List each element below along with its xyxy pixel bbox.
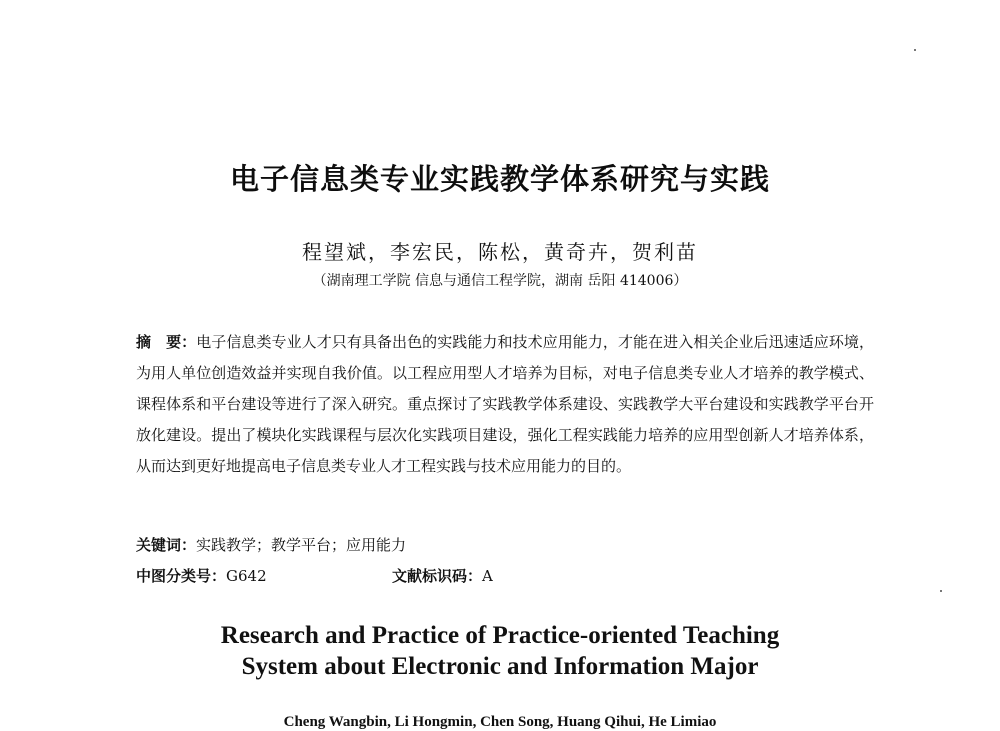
abstract-label: 摘 要： xyxy=(136,333,197,351)
classification-value: G642 xyxy=(226,567,267,585)
keywords-label: 关键词： xyxy=(136,536,197,554)
classification-label: 中图分类号： xyxy=(136,567,227,585)
paper-title-en-line1: Research and Practice of Practice-oriented Teaching xyxy=(220,622,780,649)
abstract-cn xyxy=(136,327,874,482)
document-code xyxy=(392,565,493,586)
classification-number xyxy=(136,565,267,586)
keywords-cn xyxy=(136,534,406,555)
authors-en: Cheng Wangbin, Li Hongmin, Chen Song, Huang Qihui, He Limiao xyxy=(283,714,717,730)
affiliation-cn: （湖南理工学院 信息与通信工程学院，湖南 岳阳 414006） xyxy=(312,273,688,289)
scan-speck xyxy=(940,590,942,592)
abstract-text: 电子信息类专业人才只有具备出色的实践能力和技术应用能力，才能在进入相关企业后迅速适应环境，为用人单位创造效益并实现自我价值。以工程应用型人才培养为目标，对电子信息类专业人才培养的教学模式、课程体系和平台建设等进行了深入研究。重点探讨了实践教学体系建设、实践教学大平台建设和实践教学平台开放化建设。提出了模块化实践课程与层次化实践项目建设，强化工程实践能力培养的应用型创新人才培养体系，从而达到更好地提高电子信息类专业人才工程实践与技术应用能力的目的。 xyxy=(136,333,874,475)
paper-title-en xyxy=(0,620,1000,682)
keywords-text: 实践教学；教学平台；应用能力 xyxy=(196,536,407,554)
authors-cn: 程望斌，李宏民，陈松，黄奇卉，贺利苗 xyxy=(302,240,698,264)
paper-title-en-line2: System about Electronic and Information Major xyxy=(241,653,759,680)
document-code-label: 文献标识码： xyxy=(392,567,483,585)
document-code-value: A xyxy=(482,567,493,585)
scan-speck xyxy=(914,49,916,51)
paper-title-cn: 电子信息类专业实践教学体系研究与实践 xyxy=(229,162,770,196)
